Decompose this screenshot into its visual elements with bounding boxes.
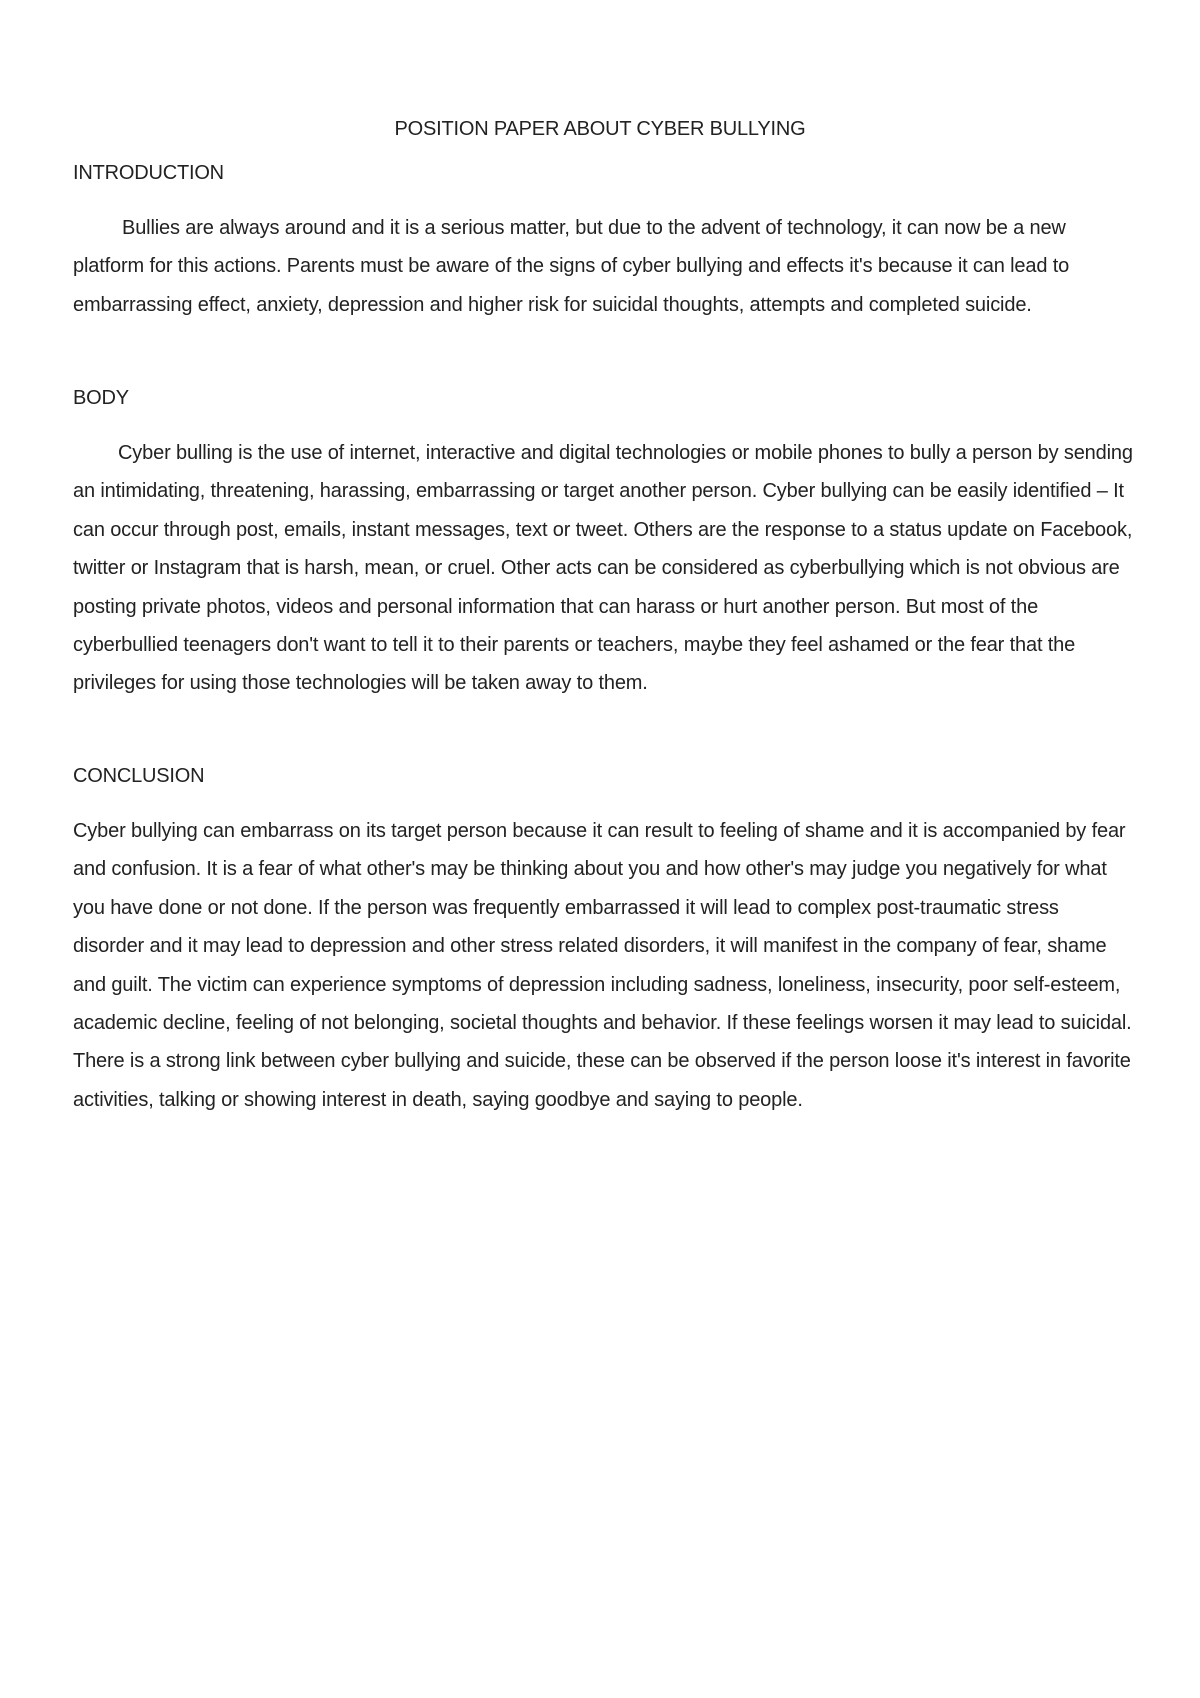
document-title: POSITION PAPER ABOUT CYBER BULLYING	[394, 118, 806, 140]
section-heading-conclusion: CONCLUSION	[73, 765, 205, 787]
body-paragraph: Cyber bulling is the use of internet, interactive and digital technologies or mobile phones to bully a person by sending an intimidating, threatening, harassing, embarrassing or target another person. Cyber bullying can be easily identified – It can occur through post, emails, instant messages, text or tweet. Others are the response to a status update on Facebook, twitter or Instagram that is harsh, mean, or cruel. Other acts can be considered as cyberbullying which is not obvious are posting private photos, videos and personal information that can harass or hurt another person. But most of the cyberbullied teenagers don't want to tell it to their parents or teachers, maybe they feel ashamed or the fear that the privileges for using those technologies will be taken away to them.	[73, 442, 1133, 695]
conclusion-paragraph: Cyber bullying can embarrass on its target person because it can result to feeling of shame and it is accompanied by fear and confusion. It is a fear of what other's may be thinking about you and how other's may judge you negatively for what you have done or not done. If the person was frequently embarrassed it will lead to complex post-traumatic stress disorder and it may lead to depression and other stress related disorders, it will manifest in the company of fear, shame and guilt. The victim can experience symptoms of depression including sadness, loneliness, insecurity, poor self-esteem, academic decline, feeling of not belonging, societal thoughts and behavior. If these feelings worsen it may lead to suicidal. There is a strong link between cyber bullying and suicide, these can be observed if the person loose it's interest in favorite activities, talking or showing interest in death, saying goodbye and saying to people.	[73, 820, 1132, 1111]
section-heading-introduction: INTRODUCTION	[73, 162, 224, 184]
introduction-paragraph: Bullies are always around and it is a serious matter, but due to the advent of technology, it can now be a new platform for this actions. Parents must be aware of the signs of cyber bullying and effects it's because it can lead to embarrassing effect, anxiety, depression and higher risk for suicidal thoughts, attempts and completed suicide.	[73, 217, 1070, 316]
section-heading-body: BODY	[73, 387, 129, 409]
